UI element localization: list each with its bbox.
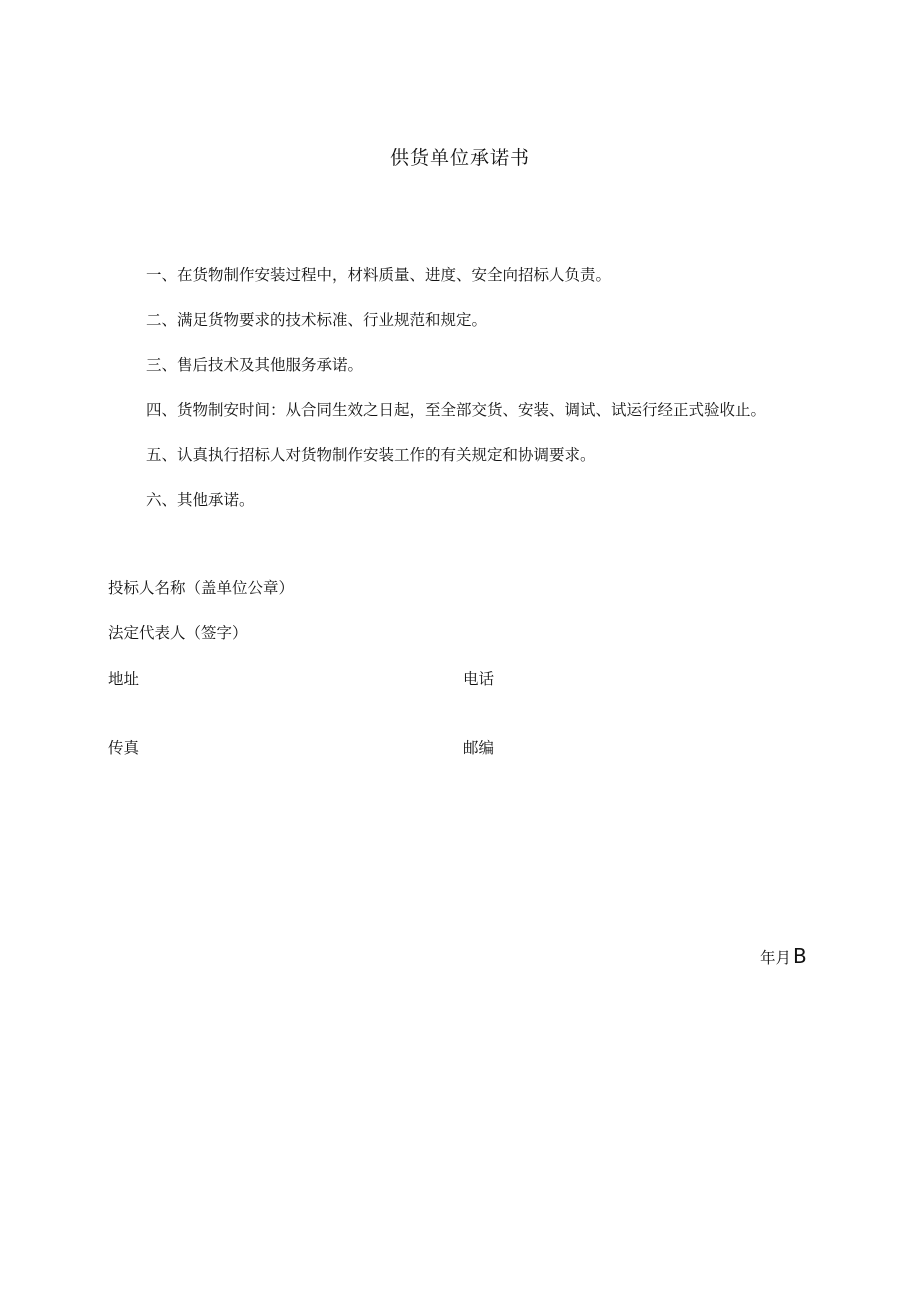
clause-4: 四、货物制安时间：从合同生效之日起，至全部交货、安装、调试、试运行经正式验收止。 bbox=[146, 401, 767, 419]
bidder-name-label: 投标人名称（盖单位公章） bbox=[108, 579, 295, 597]
clause-6: 六、其他承诺。 bbox=[146, 491, 255, 509]
date-text: 年月 bbox=[760, 949, 792, 967]
clause-3: 三、售后技术及其他服务承诺。 bbox=[146, 356, 364, 374]
clause-5: 五、认真执行招标人对货物制作安装工作的有关规定和协调要求。 bbox=[146, 446, 596, 464]
phone-label: 电话 bbox=[463, 670, 495, 688]
address-label: 地址 bbox=[108, 670, 140, 688]
commitment-clauses bbox=[146, 264, 886, 534]
document-title: 供货单位承诺书 bbox=[389, 147, 530, 169]
fax-label: 传真 bbox=[108, 739, 140, 757]
date-line bbox=[760, 944, 807, 968]
clause-1: 一、在货物制作安装过程中，材料质量、进度、安全向招标人负责。 bbox=[146, 266, 612, 284]
clause-2: 二、满足货物要求的技术标准、行业规范和规定。 bbox=[146, 311, 488, 329]
date-suffix: B bbox=[793, 944, 807, 968]
postcode-label: 邮编 bbox=[463, 739, 495, 757]
legal-rep-label: 法定代表人（签字） bbox=[108, 624, 248, 642]
